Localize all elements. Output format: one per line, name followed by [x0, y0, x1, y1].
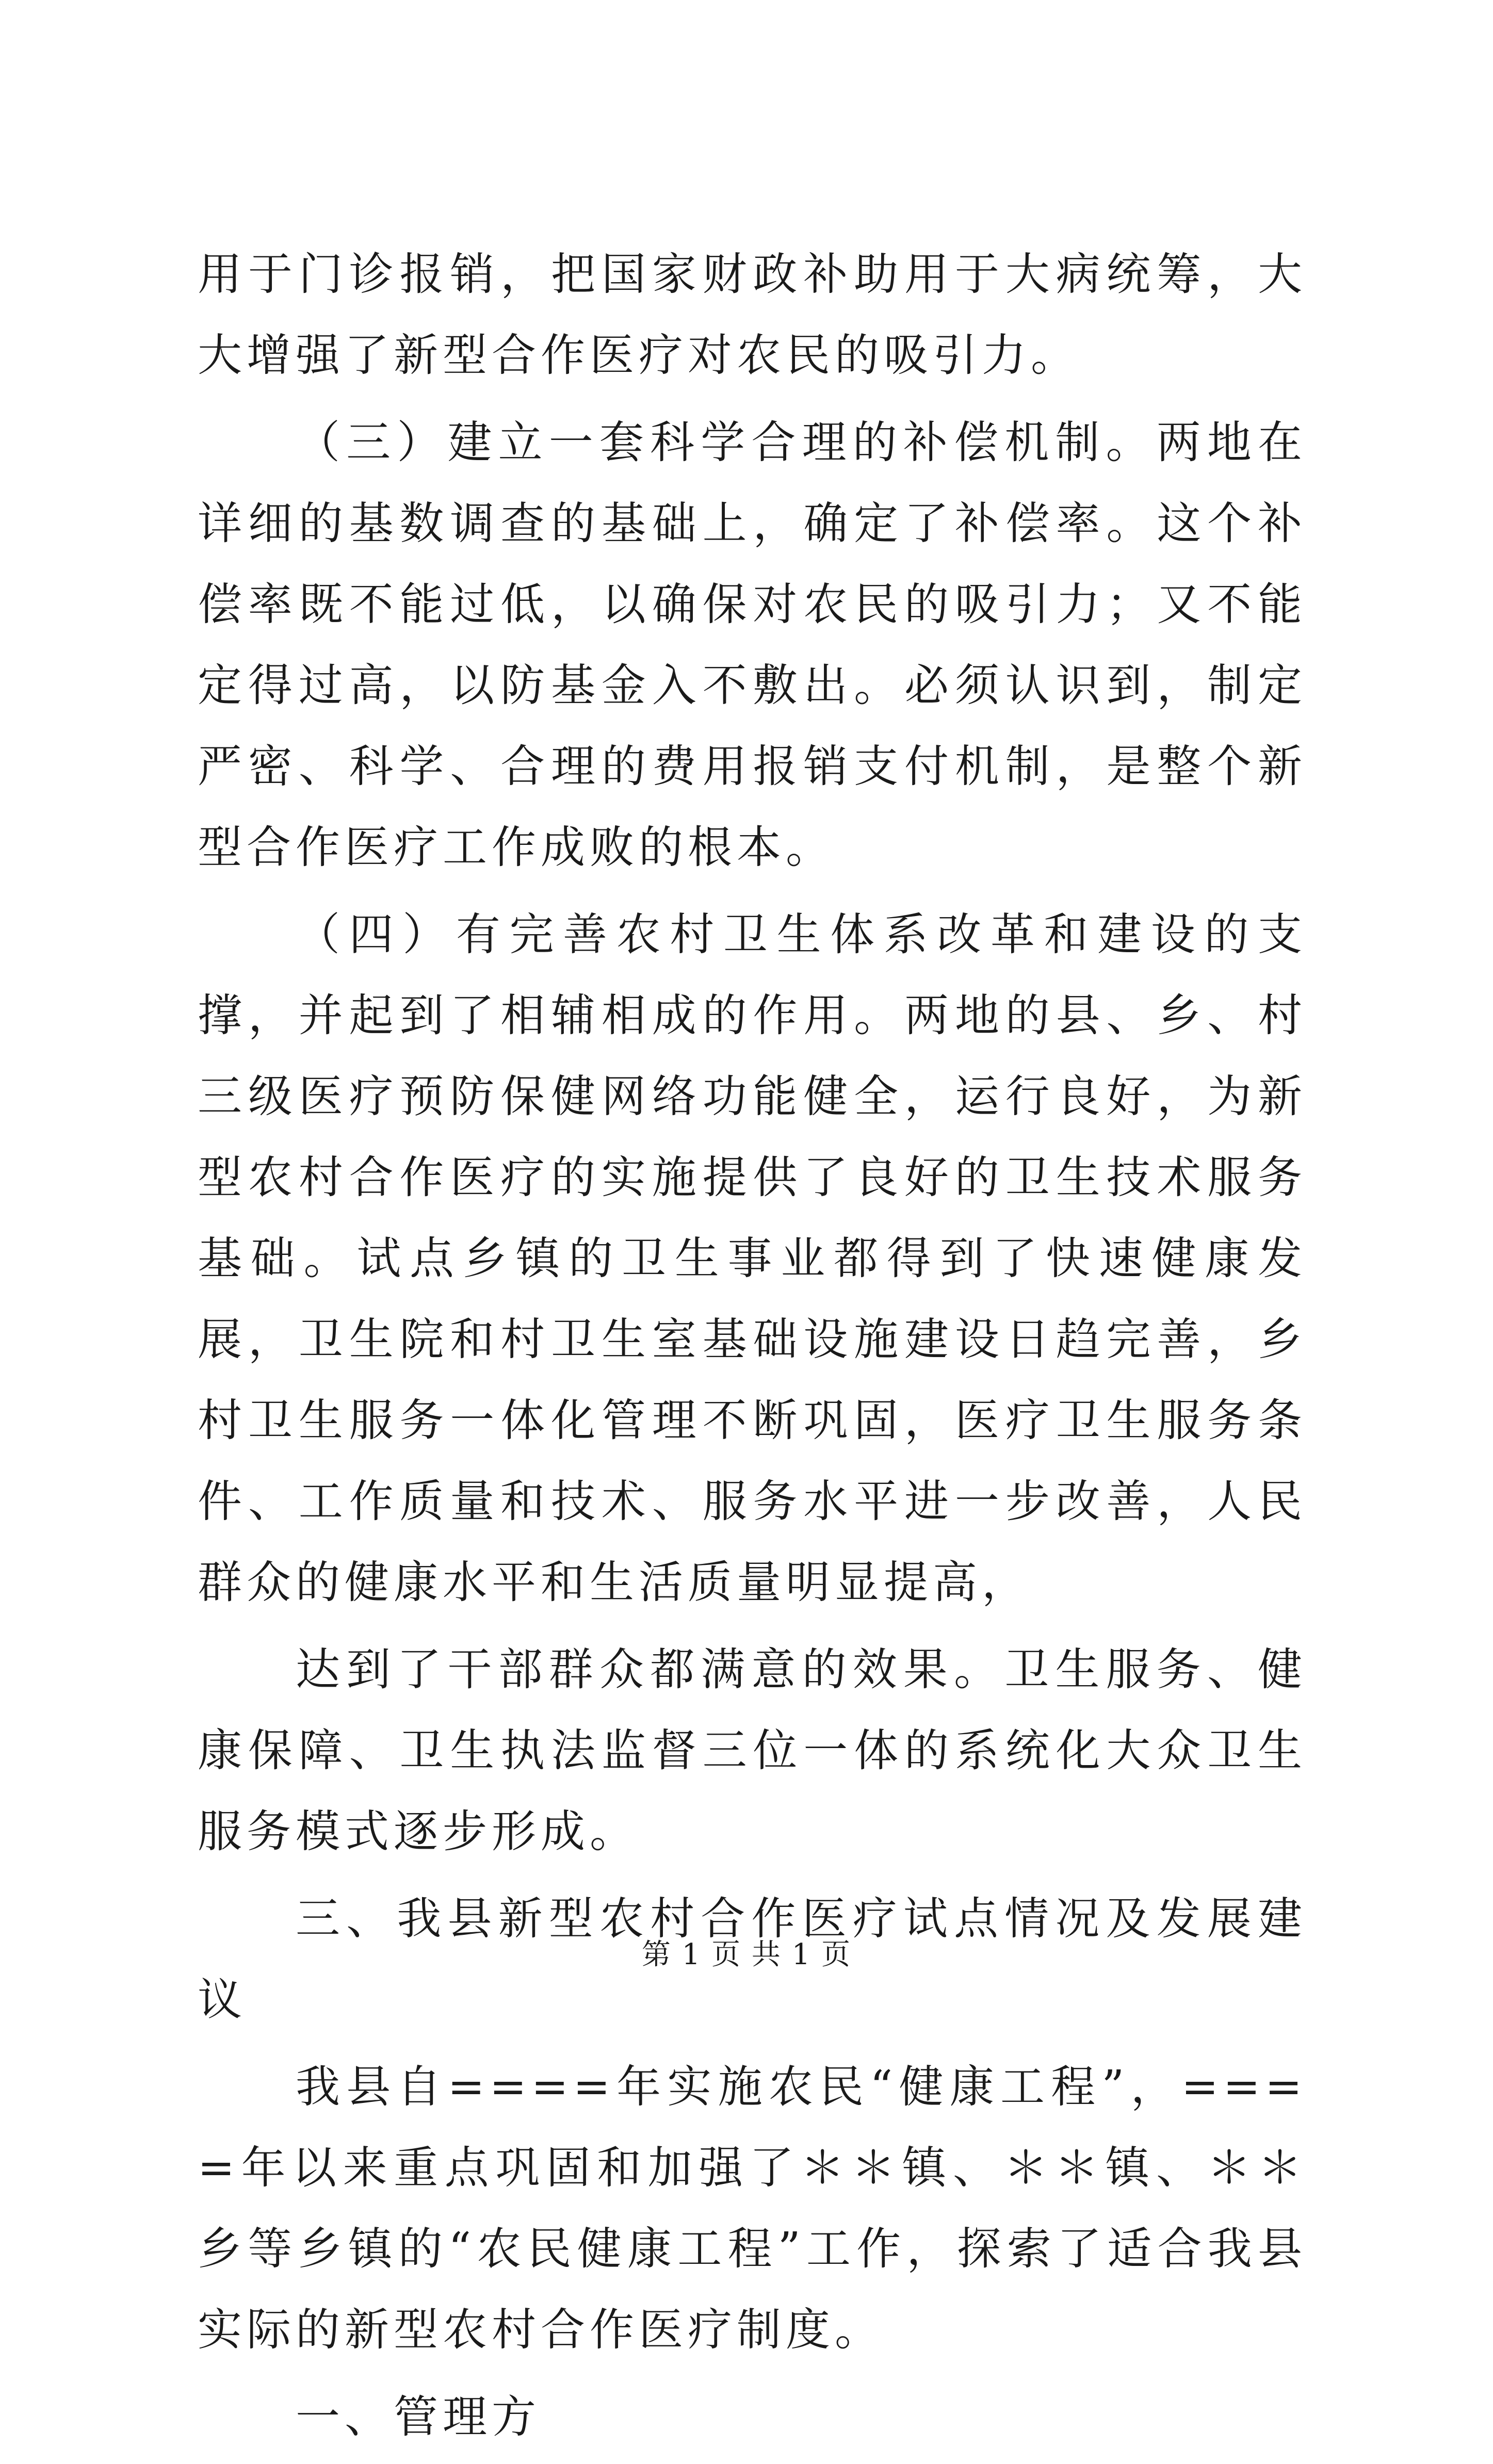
document-body [198, 234, 1307, 2464]
paragraph-compensation-mechanism: （三）建立一套科学合理的补偿机制。两地在详细的基数调查的基础上，确定了补偿率。这个补偿率既不能过低，以确保对农民的吸引力；又不能定得过高，以防基金入不敷出。必须认识到，制定严密、科学、合理的费用报销支付机制，是整个新型合作医疗工作成败的根本。 [198, 417, 1307, 873]
paragraph-rural-health-system: （四）有完善农村卫生体系改革和建设的支撑，并起到了相辅相成的作用。两地的县、乡、村三级医疗预防保健网络功能健全，运行良好，为新型农村合作医疗的实施提供了良好的卫生技术服务基础。试点乡镇的卫生事业都得到了快速健康发展，卫生院和村卫生室基础设施建设日趋完善，乡村卫生服务一体化管理不断巩固，医疗卫生服务条件、工作质量和技术、服务水平进一步改善，人民群众的健康水平和生活质量明显提高， [198, 909, 1307, 1608]
paragraph-satisfaction-effect: 达到了干部群众都满意的效果。卫生服务、健康保障、卫生执法监督三位一体的系统化大众卫生服务模式逐步形成。 [198, 1644, 1307, 1857]
paragraph-continuation: 用于门诊报销，把国家财政补助用于大病统筹，大大增强了新型合作医疗对农民的吸引力。 [198, 249, 1307, 381]
page-footer: 第 1 页 共 1 页 [641, 1938, 852, 1971]
section-heading-county-pilot: 三、我县新型农村合作医疗试点情况及发展建议 [198, 1893, 1307, 2026]
paragraph-county-health-project: 我县自====年实施农民“健康工程”，====年以来重点巩固和加强了＊＊镇、＊＊镇、＊＊乡等乡镇的“农民健康工程”工作，探索了适合我县实际的新型农村合作医疗制度。 [198, 2061, 1307, 2356]
section-heading-management: 一、管理方 [296, 2391, 541, 2443]
